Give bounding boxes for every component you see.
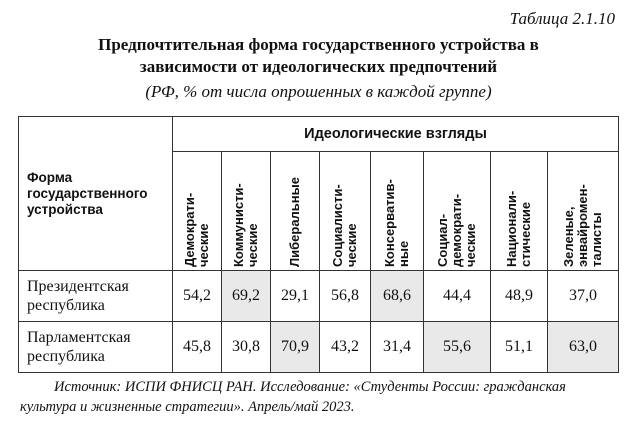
table-cell: 44,4 <box>424 271 491 322</box>
column-header-text: Социал- демократи- ческие <box>435 193 478 267</box>
column-header <box>491 152 548 271</box>
table-cell-highlighted: 63,0 <box>548 322 619 373</box>
table-subtitle: (РФ, % от числа опрошенных в каждой группе) <box>145 82 492 101</box>
column-header <box>424 152 491 271</box>
row-label-line-2: республика <box>27 297 105 314</box>
row-label-line-2: республика <box>27 348 105 365</box>
data-table <box>18 116 619 373</box>
table-cell: 48,9 <box>491 271 548 322</box>
table-cell: 51,1 <box>491 322 548 373</box>
row-label <box>19 322 173 373</box>
column-header-text: Социалисти- ческие <box>330 184 359 267</box>
group-header: Идеологические взгляды <box>173 117 619 152</box>
table-cell-highlighted: 55,6 <box>424 322 491 373</box>
table-row <box>19 271 619 322</box>
table-row <box>19 322 619 373</box>
column-header <box>271 152 320 271</box>
column-header-text: Демократи- ческие <box>182 192 211 267</box>
title-line-1: Предпочтительная форма государственного устройства в <box>98 35 539 54</box>
row-label-line-1: Президентская <box>27 278 129 295</box>
row-label-line-1: Парламентская <box>27 329 131 346</box>
table-cell-highlighted: 70,9 <box>271 322 320 373</box>
table-cell-highlighted: 69,2 <box>222 271 271 322</box>
column-header-text: Коммунисти- ческие <box>231 183 260 267</box>
column-header <box>371 152 424 271</box>
table-cell: 56,8 <box>320 271 371 322</box>
title-line-2: зависимости от идеологических предпочтений <box>139 57 498 76</box>
table-cell: 30,8 <box>222 322 271 373</box>
column-header-text: Зеленые, энвайромен- талисты <box>561 184 604 267</box>
table-number: Таблица 2.1.10 <box>509 9 615 28</box>
table-cell-highlighted: 68,6 <box>371 271 424 322</box>
column-header-text: Консерватив- ные <box>382 179 411 267</box>
source-line-2: культура и жизненные стратегии». Апрель/май 2023. <box>20 399 355 415</box>
table-cell: 37,0 <box>548 271 619 322</box>
column-header <box>173 152 222 271</box>
source-note <box>20 377 620 417</box>
column-header <box>222 152 271 271</box>
row-label <box>19 271 173 322</box>
table-cell: 43,2 <box>320 322 371 373</box>
column-header-text: Либеральные <box>287 177 302 267</box>
column-header <box>548 152 619 271</box>
header-row-group <box>19 117 619 152</box>
table-title <box>0 34 637 78</box>
row-header: Форма государственного устройства <box>19 117 173 271</box>
table-cell: 54,2 <box>173 271 222 322</box>
column-header <box>320 152 371 271</box>
source-line-1: Источник: ИСПИ ФНИСЦ РАН. Исследование: «Студенты России: гражданская <box>54 379 566 395</box>
table-cell: 29,1 <box>271 271 320 322</box>
table-cell: 45,8 <box>173 322 222 373</box>
column-header-text: Национали- стические <box>504 190 533 267</box>
table-cell: 31,4 <box>371 322 424 373</box>
